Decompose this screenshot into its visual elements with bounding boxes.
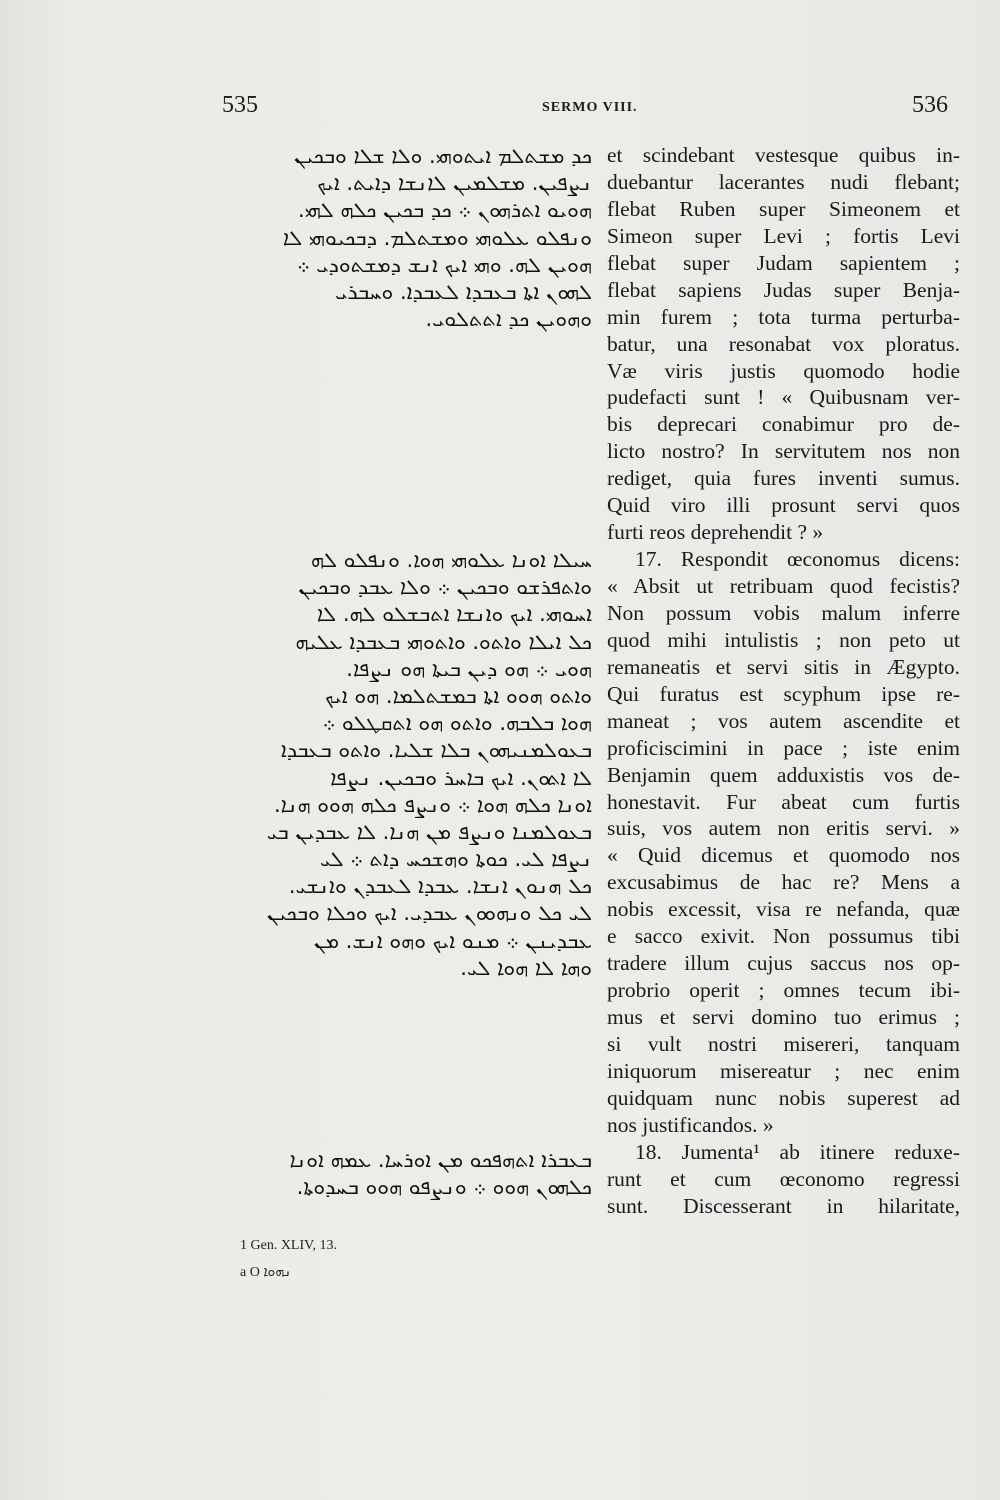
latin-line: Væ viris justis quomodo hodie — [607, 358, 960, 383]
latin-line: mus et servi domino tuo erimus ; — [607, 1005, 960, 1029]
latin-line: bis deprecari conabimur pro de- — [607, 412, 960, 437]
latin-line: licto nostro? In servitutem nos non — [607, 439, 960, 464]
latin-line: flebat sapiens Judas super Benja- — [607, 277, 960, 302]
latin-line: Simeon super Levi ; fortis Levi — [607, 223, 960, 248]
syriac-line: ܚܝܠܐ ܐܘܢܐ ܥܠܘܗܝ ܗܘܐ. ܘܢܦܠܘ ܠܗ — [310, 548, 592, 572]
syriac-line: ܟܠܗܘܢ ܗܘܘ ܀ ܘܢܨܦܘ ܗܘܘ ܒܚܕܘܬܐ. — [296, 1175, 592, 1200]
latin-line: « Absit ut retribuam quod fecistis? — [607, 574, 960, 598]
syriac-line: ܐܘܢܐ ܟܠܗ ܗܘܐ ܀ ܘܢܨܦ ܟܠܗ ܗܘܘ ܗܢܐ. — [273, 792, 592, 817]
syriac-line: ܐܚܘܗܝ. ܐܝܟ ܘܐܢܫܐ ܐܬܒܫܠܘ ܠܗ. ܠܐ — [316, 602, 592, 627]
syriac-block-2 — [222, 547, 592, 982]
latin-line: iniquorum misereatur ; nec enim — [607, 1058, 960, 1083]
footnote-a-prefix: a O — [240, 1265, 260, 1280]
latin-line: et scindebant vestesque quibus in- — [607, 143, 960, 167]
latin-line: flebat super Judam sapientem ; — [607, 250, 960, 275]
syriac-line: ܠܐ ܐܬܘܢ. ܐܝܟ ܒܐܚܪ ܘܒܟܝܢ. ܢܨܦܐ — [330, 765, 592, 790]
latin-line: Non possum vobis malum inferre — [607, 600, 960, 625]
syriac-line: ܒܥܒܪܐ ܐܬܗܦܟܘ ܡܢ ܐܘܪܚܐ. ܥܡܗ ܐܘܢܐ — [289, 1148, 592, 1172]
latin-line: quidquam nunc nobis superest ad — [607, 1085, 960, 1110]
syriac-block-3 — [222, 1147, 592, 1201]
latin-line: flebat Ruben super Simeonem et — [607, 196, 960, 221]
latin-line: « Quid dicemus et quomodo nos — [607, 843, 960, 868]
syriac-line: ܟܕ ܡܫܬܠܡ ܐܝܬܘܗܝ. ܘܠܐ ܫܠܐ ܘܒܟܝܢ — [294, 144, 592, 168]
latin-line: min furem ; tota turma perturba- — [607, 304, 960, 329]
syriac-line: ܟܠ ܐܝܠܐ ܘܐܬܘ. ܘܐܬܘܗܝ ܒܥܒܕܐ ܥܠܝܗ — [295, 629, 592, 654]
latin-line: si vult nostri misereri, tanquam — [607, 1031, 960, 1056]
latin-line: nos justificandos. » — [607, 1112, 774, 1137]
latin-line: tradere illum cujus saccus nos op- — [607, 951, 960, 976]
syriac-line: ܒܥܘܠܡܢܐ ܘܢܨܦ ܡܢ ܗܢܐ. ܠܐ ܥܒܕܝܢ ܒܝ — [266, 819, 592, 844]
syriac-line: ܘܐܬܦܪܫܘ ܘܒܟܝܢ ܀ ܘܠܐ ܥܒܕ ܘܒܟܝܢ — [298, 575, 592, 600]
syriac-block-1 — [222, 143, 592, 333]
latin-line: Quid viro illi prosunt servi quos — [607, 493, 960, 518]
latin-line: sunt. Discesserant in hilaritate, — [607, 1193, 960, 1218]
latin-line: 18. Jumenta¹ ab itinere reduxe- — [635, 1139, 960, 1164]
latin-line: rediget, quia fures inventi sumus. — [607, 466, 960, 491]
syriac-line: ܘܢܦܠܘ ܥܠܘܗܝ ܘܡܫܬܠܡ. ܕܒܟܝܘܗܝ ܠܐ — [282, 225, 592, 250]
latin-line: maneat ; vos autem ascendite et — [607, 708, 960, 733]
latin-line: batur, una resonabat vox ploratus. — [607, 331, 960, 356]
latin-line: honestavit. Fur abeat cum furtis — [607, 789, 960, 814]
syriac-line: ܠܗܘܢ ܐܬܐ ܒܥܒܕܐ ܠܥܒܕܐ. ܘܚܒܪܝ — [335, 279, 592, 304]
latin-line: Qui furatus est scyphum ipse re- — [607, 681, 960, 706]
footnote-1: 1 Gen. XLIV, 13. — [240, 1238, 337, 1253]
latin-line: e sacco exivit. Non possumus tibi — [607, 924, 960, 949]
latin-line: nobis excessit, visa re nefanda, quæ — [607, 897, 960, 922]
footnote-a — [240, 1264, 291, 1281]
latin-line: remaneatis et servi sitis in Ægypto. — [607, 654, 960, 679]
syriac-line: ܥܒܕܝܢܢ ܀ ܡܢܘ ܐܝܟ ܘܗܘ ܐܢܫ. ܡܢ — [313, 928, 592, 953]
syriac-line: ܘܐܬܘ ܗܘܘ ܐܬܐ ܒܡܫܬܠܡܐ. ܗܘ ܐܝܟ — [325, 683, 592, 708]
syriac-line: ܠܝ ܟܠ ܘܢܗܘܘܢ ܥܒܕܝ. ܐܝܟ ܘܟܠܐ ܘܒܟܝܢ — [267, 901, 592, 926]
latin-line: furti reos deprehendit ? » — [607, 520, 824, 545]
syriac-line: ܗܘܝܘ ܐܬܪܗܘܢ ܀ ܟܕ ܒܟܝܢ ܟܠܗ ܠܗܝ. — [298, 198, 592, 223]
syriac-line: ܗܘܝ ܀ ܗܘ ܕܝܢ ܒܝܬܐ ܗܘ ܢܨܦܐ. — [346, 656, 592, 681]
footnote-a-syriac: ܢܗܘܐ — [263, 1264, 292, 1280]
syriac-line: ܟܠ ܗܢܘܢ ܐܢܫܐ. ܥܒܕܐ ܠܥܒܕܢ ܘܐܢܫܝ. — [288, 874, 592, 899]
latin-line: duebantur lacerantes nudi flebant; — [607, 169, 960, 194]
latin-line: probrio operit ; omnes tecum ibi- — [607, 978, 960, 1003]
syriac-line: ܘܗܘܝܢ ܟܕ ܐܬܬܠܘܝ. — [425, 307, 592, 332]
latin-line: suis, vos autem non eritis servi. » — [607, 816, 960, 841]
syriac-line: ܗܘܝܢ ܠܗ. ܘܗܝ ܐܝܟ ܐܢܫ ܕܡܫܬܘܕܝ ܀ — [296, 252, 592, 277]
latin-line: runt et cum œconomo regressi — [607, 1166, 960, 1191]
syriac-line: ܘܗܐ ܠܐ ܗܘܐ ܠܝ. — [460, 955, 592, 980]
syriac-line: ܢܨܦܝܢ. ܡܫܠܡܝܢ ܠܐܢܫܐ ܕܐܝܬ. ܐܝܟ — [317, 171, 592, 196]
latin-line: pudefacti sunt ! « Quibusnam ver- — [607, 385, 960, 410]
page-number-left: 535 — [222, 92, 258, 118]
latin-translation-column — [607, 142, 960, 1220]
latin-line: Benjamin quem adduxistis vos de- — [607, 762, 960, 787]
syriac-line: ܒܥܘܠܡܢܝܗܘܢ ܒܠܐ ܫܠܝܐ. ܘܐܬܘ ܒܥܒܕܐ — [280, 738, 592, 763]
syriac-line: ܗܘܐ ܒܠܒܗ. ܘܐܬܘ ܗܘ ܐܬܩܛܠܘ ܀ — [322, 711, 592, 736]
page-number-right: 536 — [912, 92, 948, 118]
syriac-line: ܢܨܦܐ ܠܝ. ܟܘܬܐ ܘܗܫܟܚ ܕܐܬ ܀ ܠܝ — [320, 847, 592, 872]
latin-line: 17. Respondit œconomus dicens: — [635, 547, 960, 572]
latin-line: proficiscimini in pace ; iste enim — [607, 735, 960, 760]
latin-line: excusabimus de hac re? Mens a — [607, 870, 960, 895]
latin-line: quod mihi intulistis ; non peto ut — [607, 627, 960, 652]
running-title: SERMO VIII. — [542, 100, 638, 115]
